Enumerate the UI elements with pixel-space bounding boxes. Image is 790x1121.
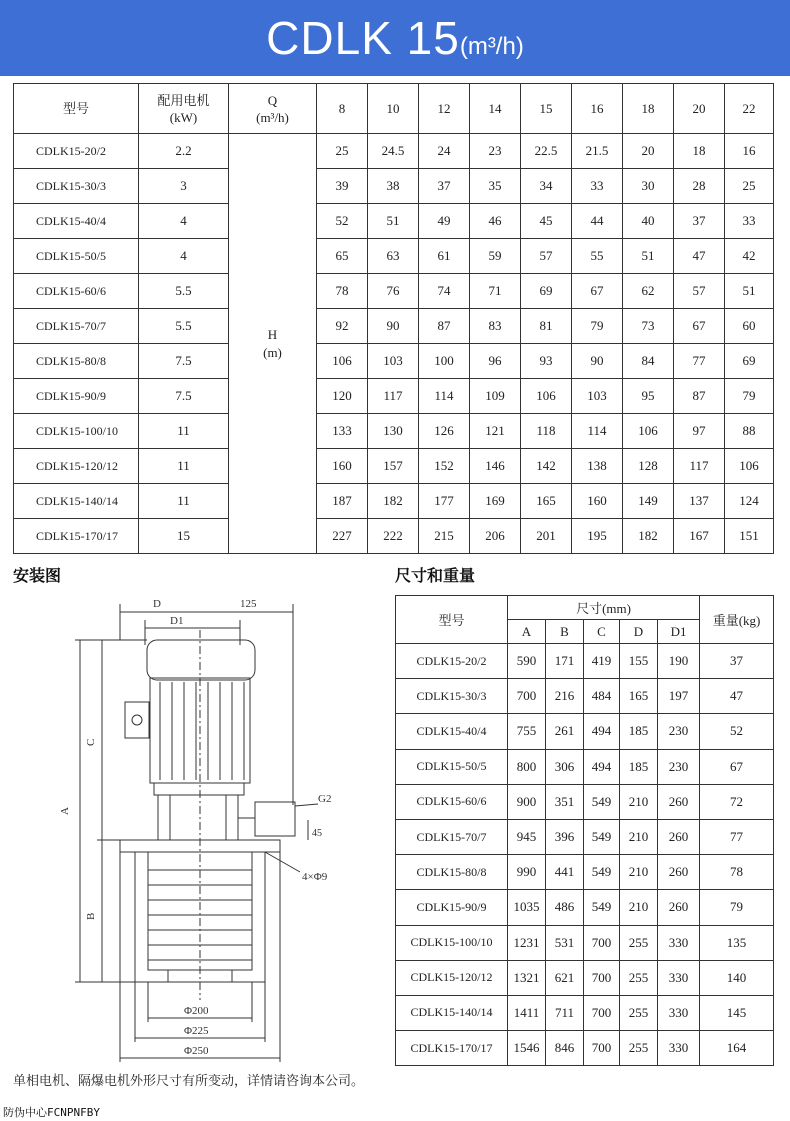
dim-label-125: 125 [240, 598, 257, 610]
table-row [396, 1031, 774, 1066]
performance-header-row [14, 84, 774, 134]
head-unit: (m) [263, 344, 282, 360]
dimension-cell: 230 [658, 749, 700, 784]
head-value-cell: 33 [572, 169, 623, 204]
flow-column-header: 22 [725, 84, 774, 134]
head-value-cell: 51 [623, 239, 674, 274]
head-value-cell: 84 [623, 344, 674, 379]
dimension-cell: 700 [584, 925, 620, 960]
head-value-cell: 120 [317, 379, 368, 414]
watermark-text: 防伪中心FCNPNFBY [3, 1106, 100, 1119]
head-value-cell: 35 [470, 169, 521, 204]
head-value-cell: 79 [725, 379, 774, 414]
head-value-cell: 222 [368, 519, 419, 554]
head-value-cell: 46 [470, 204, 521, 239]
head-value-cell: 57 [521, 239, 572, 274]
head-value-cell: 65 [317, 239, 368, 274]
flow-header-label: Q [267, 92, 278, 108]
head-value-cell: 39 [317, 169, 368, 204]
table-row [396, 855, 774, 890]
head-value-cell: 167 [674, 519, 725, 554]
table-row [14, 414, 774, 449]
dimension-cell: 700 [584, 960, 620, 995]
title-banner [0, 0, 790, 76]
banner-title: CDLK 15 [266, 12, 460, 64]
head-value-cell: 124 [725, 484, 774, 519]
motor-kw-cell: 4 [139, 204, 229, 239]
dimension-cell: 185 [620, 749, 658, 784]
head-value-cell: 157 [368, 449, 419, 484]
motor-kw-cell: 7.5 [139, 344, 229, 379]
dimension-cell: 165 [620, 679, 658, 714]
head-value-cell: 22.5 [521, 134, 572, 169]
weight-cell: 52 [700, 714, 774, 749]
head-value-cell: 92 [317, 309, 368, 344]
dimension-cell: 700 [508, 679, 546, 714]
dimension-cell: 700 [584, 995, 620, 1030]
table-row [396, 925, 774, 960]
head-value-cell: 16 [725, 134, 774, 169]
head-value-cell: 73 [623, 309, 674, 344]
dim-label-a: A [59, 807, 71, 815]
head-value-cell: 90 [368, 309, 419, 344]
head-value-cell: 76 [368, 274, 419, 309]
head-value-cell: 77 [674, 344, 725, 379]
head-value-cell: 160 [572, 484, 623, 519]
head-value-cell: 30 [623, 169, 674, 204]
head-value-cell: 60 [725, 309, 774, 344]
dimension-cell: 846 [546, 1031, 584, 1066]
dimension-cell: 1546 [508, 1031, 546, 1066]
head-value-cell: 81 [521, 309, 572, 344]
head-value-cell: 87 [419, 309, 470, 344]
model-cell: CDLK15-90/9 [396, 890, 508, 925]
dimension-cell: 306 [546, 749, 584, 784]
head-value-cell: 88 [725, 414, 774, 449]
model-cell: CDLK15-40/4 [14, 204, 139, 239]
head-value-cell: 169 [470, 484, 521, 519]
head-value-cell: 83 [470, 309, 521, 344]
table-row [396, 749, 774, 784]
head-value-cell: 114 [419, 379, 470, 414]
head-value-cell: 59 [470, 239, 521, 274]
head-value-cell: 182 [623, 519, 674, 554]
head-value-cell: 42 [725, 239, 774, 274]
head-value-cell: 142 [521, 449, 572, 484]
motor-header-unit: (kW) [169, 109, 198, 125]
weight-cell: 47 [700, 679, 774, 714]
dimension-cell: 255 [620, 995, 658, 1030]
dimension-cell: 549 [584, 890, 620, 925]
model-cell: CDLK15-50/5 [396, 749, 508, 784]
dimension-cell: 210 [620, 819, 658, 854]
model-cell: CDLK15-100/10 [396, 925, 508, 960]
dim-label-d1: D1 [170, 615, 184, 627]
head-value-cell: 117 [368, 379, 419, 414]
dim-label-bolt-holes: 4×Φ9 [302, 871, 328, 883]
weight-cell: 79 [700, 890, 774, 925]
dimension-cell: 260 [658, 890, 700, 925]
dim-label-b: B [85, 912, 97, 920]
dims-size-header: 尺寸(mm) [508, 596, 700, 620]
dimension-cell: 494 [584, 749, 620, 784]
dimension-cell: 945 [508, 819, 546, 854]
performance-table [13, 83, 774, 554]
dims-column-header: D1 [658, 620, 700, 644]
model-cell: CDLK15-140/14 [396, 995, 508, 1030]
table-row [14, 169, 774, 204]
dimension-cell: 255 [620, 960, 658, 995]
dimension-cell: 755 [508, 714, 546, 749]
head-value-cell: 206 [470, 519, 521, 554]
head-value-cell: 138 [572, 449, 623, 484]
head-value-cell: 130 [368, 414, 419, 449]
dimension-cell: 351 [546, 784, 584, 819]
head-value-cell: 128 [623, 449, 674, 484]
table-row [396, 679, 774, 714]
model-cell: CDLK15-120/12 [14, 449, 139, 484]
dimension-cell: 155 [620, 644, 658, 679]
dimension-cell: 185 [620, 714, 658, 749]
head-value-cell: 137 [674, 484, 725, 519]
head-value-cell: 96 [470, 344, 521, 379]
head-value-cell: 90 [572, 344, 623, 379]
dimension-cell: 210 [620, 784, 658, 819]
footnote: 单相电机、隔爆电机外形尺寸有所变动，详情请咨询本公司。 [13, 1074, 365, 1089]
weight-cell: 37 [700, 644, 774, 679]
weight-cell: 164 [700, 1031, 774, 1066]
model-cell: CDLK15-70/7 [14, 309, 139, 344]
head-value-cell: 63 [368, 239, 419, 274]
dimension-cell: 330 [658, 995, 700, 1030]
head-value-cell: 69 [725, 344, 774, 379]
head-value-cell: 195 [572, 519, 623, 554]
model-header: 型号 [14, 84, 139, 134]
dim-label-phi200: Φ200 [184, 1005, 209, 1017]
dimension-cell: 330 [658, 960, 700, 995]
motor-kw-cell: 7.5 [139, 379, 229, 414]
head-value-cell: 78 [317, 274, 368, 309]
head-value-cell: 40 [623, 204, 674, 239]
motor-top-cap [147, 640, 255, 680]
motor-kw-cell: 11 [139, 449, 229, 484]
dimension-cell: 210 [620, 890, 658, 925]
table-row [14, 449, 774, 484]
head-value-cell: 126 [419, 414, 470, 449]
head-value-cell: 37 [419, 169, 470, 204]
model-cell: CDLK15-90/9 [14, 379, 139, 414]
model-cell: CDLK15-20/2 [396, 644, 508, 679]
motor-flange [154, 783, 244, 795]
head-value-cell: 149 [623, 484, 674, 519]
head-value-cell: 33 [725, 204, 774, 239]
dimension-cell: 260 [658, 855, 700, 890]
model-cell: CDLK15-50/5 [14, 239, 139, 274]
head-value-cell: 45 [521, 204, 572, 239]
head-value-cell: 103 [368, 344, 419, 379]
dims-column-header: A [508, 620, 546, 644]
model-cell: CDLK15-30/3 [396, 679, 508, 714]
flow-column-header: 15 [521, 84, 572, 134]
head-value-cell: 103 [572, 379, 623, 414]
dimension-cell: 190 [658, 644, 700, 679]
motor-header-label: 配用电机 [157, 92, 210, 108]
dims-weight-header: 重量(kg) [700, 596, 774, 644]
flow-header [229, 84, 317, 134]
model-cell: CDLK15-70/7 [396, 819, 508, 854]
head-value-cell: 152 [419, 449, 470, 484]
dimension-cell: 900 [508, 784, 546, 819]
model-cell: CDLK15-20/2 [14, 134, 139, 169]
head-value-cell: 177 [419, 484, 470, 519]
outlet-port [255, 802, 295, 836]
dimension-cell: 621 [546, 960, 584, 995]
dimension-cell: 531 [546, 925, 584, 960]
head-value-cell: 100 [419, 344, 470, 379]
dimension-cell: 484 [584, 679, 620, 714]
table-row [14, 274, 774, 309]
head-value-cell: 52 [317, 204, 368, 239]
head-value-cell: 67 [674, 309, 725, 344]
model-cell: CDLK15-140/14 [14, 484, 139, 519]
head-value-cell: 24.5 [368, 134, 419, 169]
head-value-cell: 28 [674, 169, 725, 204]
head-value-cell: 25 [725, 169, 774, 204]
head-value-cell: 106 [725, 449, 774, 484]
model-cell: CDLK15-80/8 [396, 855, 508, 890]
dim-label-g2: G2 [318, 793, 332, 805]
dimension-cell: 549 [584, 819, 620, 854]
head-value-cell: 227 [317, 519, 368, 554]
dim-label-d: D [153, 598, 161, 610]
motor-kw-cell: 4 [139, 239, 229, 274]
head-value-cell: 62 [623, 274, 674, 309]
flow-column-header: 10 [368, 84, 419, 134]
head-value-cell: 51 [368, 204, 419, 239]
dimension-cell: 230 [658, 714, 700, 749]
head-value-cell: 201 [521, 519, 572, 554]
dimension-cell: 1321 [508, 960, 546, 995]
motor-kw-cell: 3 [139, 169, 229, 204]
head-value-cell: 18 [674, 134, 725, 169]
dims-header-row [396, 596, 774, 620]
dimension-cell: 210 [620, 855, 658, 890]
dims-column-header: C [584, 620, 620, 644]
motor-kw-cell: 5.5 [139, 274, 229, 309]
dimension-cell: 800 [508, 749, 546, 784]
model-cell: CDLK15-120/12 [396, 960, 508, 995]
weight-cell: 135 [700, 925, 774, 960]
table-row [14, 484, 774, 519]
dimension-cell: 255 [620, 1031, 658, 1066]
dimension-cell: 197 [658, 679, 700, 714]
head-value-cell: 69 [521, 274, 572, 309]
head-value-cell: 146 [470, 449, 521, 484]
motor-header [139, 84, 229, 134]
head-value-cell: 51 [725, 274, 774, 309]
head-label: H [267, 326, 278, 342]
head-value-cell: 133 [317, 414, 368, 449]
table-row [396, 819, 774, 854]
dimension-cell: 486 [546, 890, 584, 925]
table-row [396, 890, 774, 925]
head-value-cell: 182 [368, 484, 419, 519]
dimension-cell: 260 [658, 784, 700, 819]
head-value-cell: 121 [470, 414, 521, 449]
model-cell: CDLK15-60/6 [14, 274, 139, 309]
leader-g2 [295, 804, 318, 806]
dimension-cell: 419 [584, 644, 620, 679]
head-value-cell: 24 [419, 134, 470, 169]
dimension-cell: 255 [620, 925, 658, 960]
head-value-cell: 117 [674, 449, 725, 484]
head-value-cell: 187 [317, 484, 368, 519]
flow-column-header: 8 [317, 84, 368, 134]
head-value-cell: 49 [419, 204, 470, 239]
motor-kw-cell: 11 [139, 414, 229, 449]
dimension-cell: 590 [508, 644, 546, 679]
head-value-cell: 97 [674, 414, 725, 449]
head-value-cell: 44 [572, 204, 623, 239]
head-value-cell: 71 [470, 274, 521, 309]
dimension-cell: 1231 [508, 925, 546, 960]
head-value-cell: 20 [623, 134, 674, 169]
head-value-cell: 37 [674, 204, 725, 239]
head-value-cell: 38 [368, 169, 419, 204]
model-cell: CDLK15-100/10 [14, 414, 139, 449]
dimension-cell: 990 [508, 855, 546, 890]
table-row [396, 714, 774, 749]
head-value-cell: 151 [725, 519, 774, 554]
head-value-cell: 215 [419, 519, 470, 554]
table-row [14, 379, 774, 414]
head-value-cell: 67 [572, 274, 623, 309]
head-value-cell: 21.5 [572, 134, 623, 169]
head-value-cell: 23 [470, 134, 521, 169]
weight-cell: 145 [700, 995, 774, 1030]
table-row [14, 344, 774, 379]
table-row [396, 995, 774, 1030]
dim-label-phi250: Φ250 [184, 1045, 209, 1057]
flow-column-header: 16 [572, 84, 623, 134]
head-value-cell: 93 [521, 344, 572, 379]
table-row [14, 309, 774, 344]
dimensions-weight-table [395, 595, 774, 1066]
model-cell: CDLK15-40/4 [396, 714, 508, 749]
dimension-cell: 396 [546, 819, 584, 854]
weight-cell: 72 [700, 784, 774, 819]
head-label-cell [229, 134, 317, 554]
dimension-cell: 216 [546, 679, 584, 714]
flow-column-header: 20 [674, 84, 725, 134]
table-row [14, 239, 774, 274]
head-value-cell: 34 [521, 169, 572, 204]
dims-model-header: 型号 [396, 596, 508, 644]
dim-label-phi225: Φ225 [184, 1025, 209, 1037]
dims-column-header: B [546, 620, 584, 644]
model-cell: CDLK15-60/6 [396, 784, 508, 819]
leader-bolt [265, 852, 300, 872]
flow-column-header: 14 [470, 84, 521, 134]
weight-cell: 78 [700, 855, 774, 890]
head-value-cell: 57 [674, 274, 725, 309]
head-value-cell: 61 [419, 239, 470, 274]
table-row [396, 960, 774, 995]
table-row [396, 644, 774, 679]
weight-cell: 140 [700, 960, 774, 995]
head-value-cell: 106 [623, 414, 674, 449]
head-value-cell: 106 [521, 379, 572, 414]
dim-label-c: C [85, 738, 97, 746]
head-value-cell: 79 [572, 309, 623, 344]
head-value-cell: 47 [674, 239, 725, 274]
dimension-cell: 171 [546, 644, 584, 679]
table-row [396, 784, 774, 819]
dimension-cell: 549 [584, 784, 620, 819]
motor-kw-cell: 11 [139, 484, 229, 519]
head-value-cell: 160 [317, 449, 368, 484]
flow-column-header: 12 [419, 84, 470, 134]
installation-diagram [50, 590, 350, 1070]
table-row [14, 204, 774, 239]
dimension-cell: 441 [546, 855, 584, 890]
head-value-cell: 95 [623, 379, 674, 414]
install-diagram-title: 安装图 [13, 566, 62, 585]
motor-kw-cell: 2.2 [139, 134, 229, 169]
dimension-cell: 494 [584, 714, 620, 749]
head-value-cell: 25 [317, 134, 368, 169]
dims-weight-title: 尺寸和重量 [395, 566, 476, 585]
motor-kw-cell: 5.5 [139, 309, 229, 344]
dimension-cell: 1035 [508, 890, 546, 925]
head-value-cell: 87 [674, 379, 725, 414]
dimension-cell: 549 [584, 855, 620, 890]
dimension-cell: 260 [658, 819, 700, 854]
model-cell: CDLK15-30/3 [14, 169, 139, 204]
head-value-cell: 109 [470, 379, 521, 414]
model-cell: CDLK15-170/17 [396, 1031, 508, 1066]
weight-cell: 77 [700, 819, 774, 854]
table-row [14, 519, 774, 554]
banner-unit: (m³/h) [459, 33, 524, 60]
head-value-cell: 74 [419, 274, 470, 309]
flow-column-header: 18 [623, 84, 674, 134]
motor-kw-cell: 15 [139, 519, 229, 554]
table-row [14, 134, 774, 169]
head-value-cell: 55 [572, 239, 623, 274]
terminal-box [125, 702, 149, 738]
terminal-box-screw [132, 715, 142, 725]
model-cell: CDLK15-80/8 [14, 344, 139, 379]
dimension-cell: 330 [658, 925, 700, 960]
dimension-cell: 1411 [508, 995, 546, 1030]
dimension-cell: 261 [546, 714, 584, 749]
dim-label-45: 45 [312, 828, 322, 839]
head-value-cell: 106 [317, 344, 368, 379]
weight-cell: 67 [700, 749, 774, 784]
head-value-cell: 114 [572, 414, 623, 449]
model-cell: CDLK15-170/17 [14, 519, 139, 554]
dimension-cell: 330 [658, 1031, 700, 1066]
dims-column-header: D [620, 620, 658, 644]
flow-header-unit: (m³/h) [256, 109, 289, 125]
dimension-cell: 711 [546, 995, 584, 1030]
head-value-cell: 165 [521, 484, 572, 519]
head-value-cell: 118 [521, 414, 572, 449]
dimension-cell: 700 [584, 1031, 620, 1066]
